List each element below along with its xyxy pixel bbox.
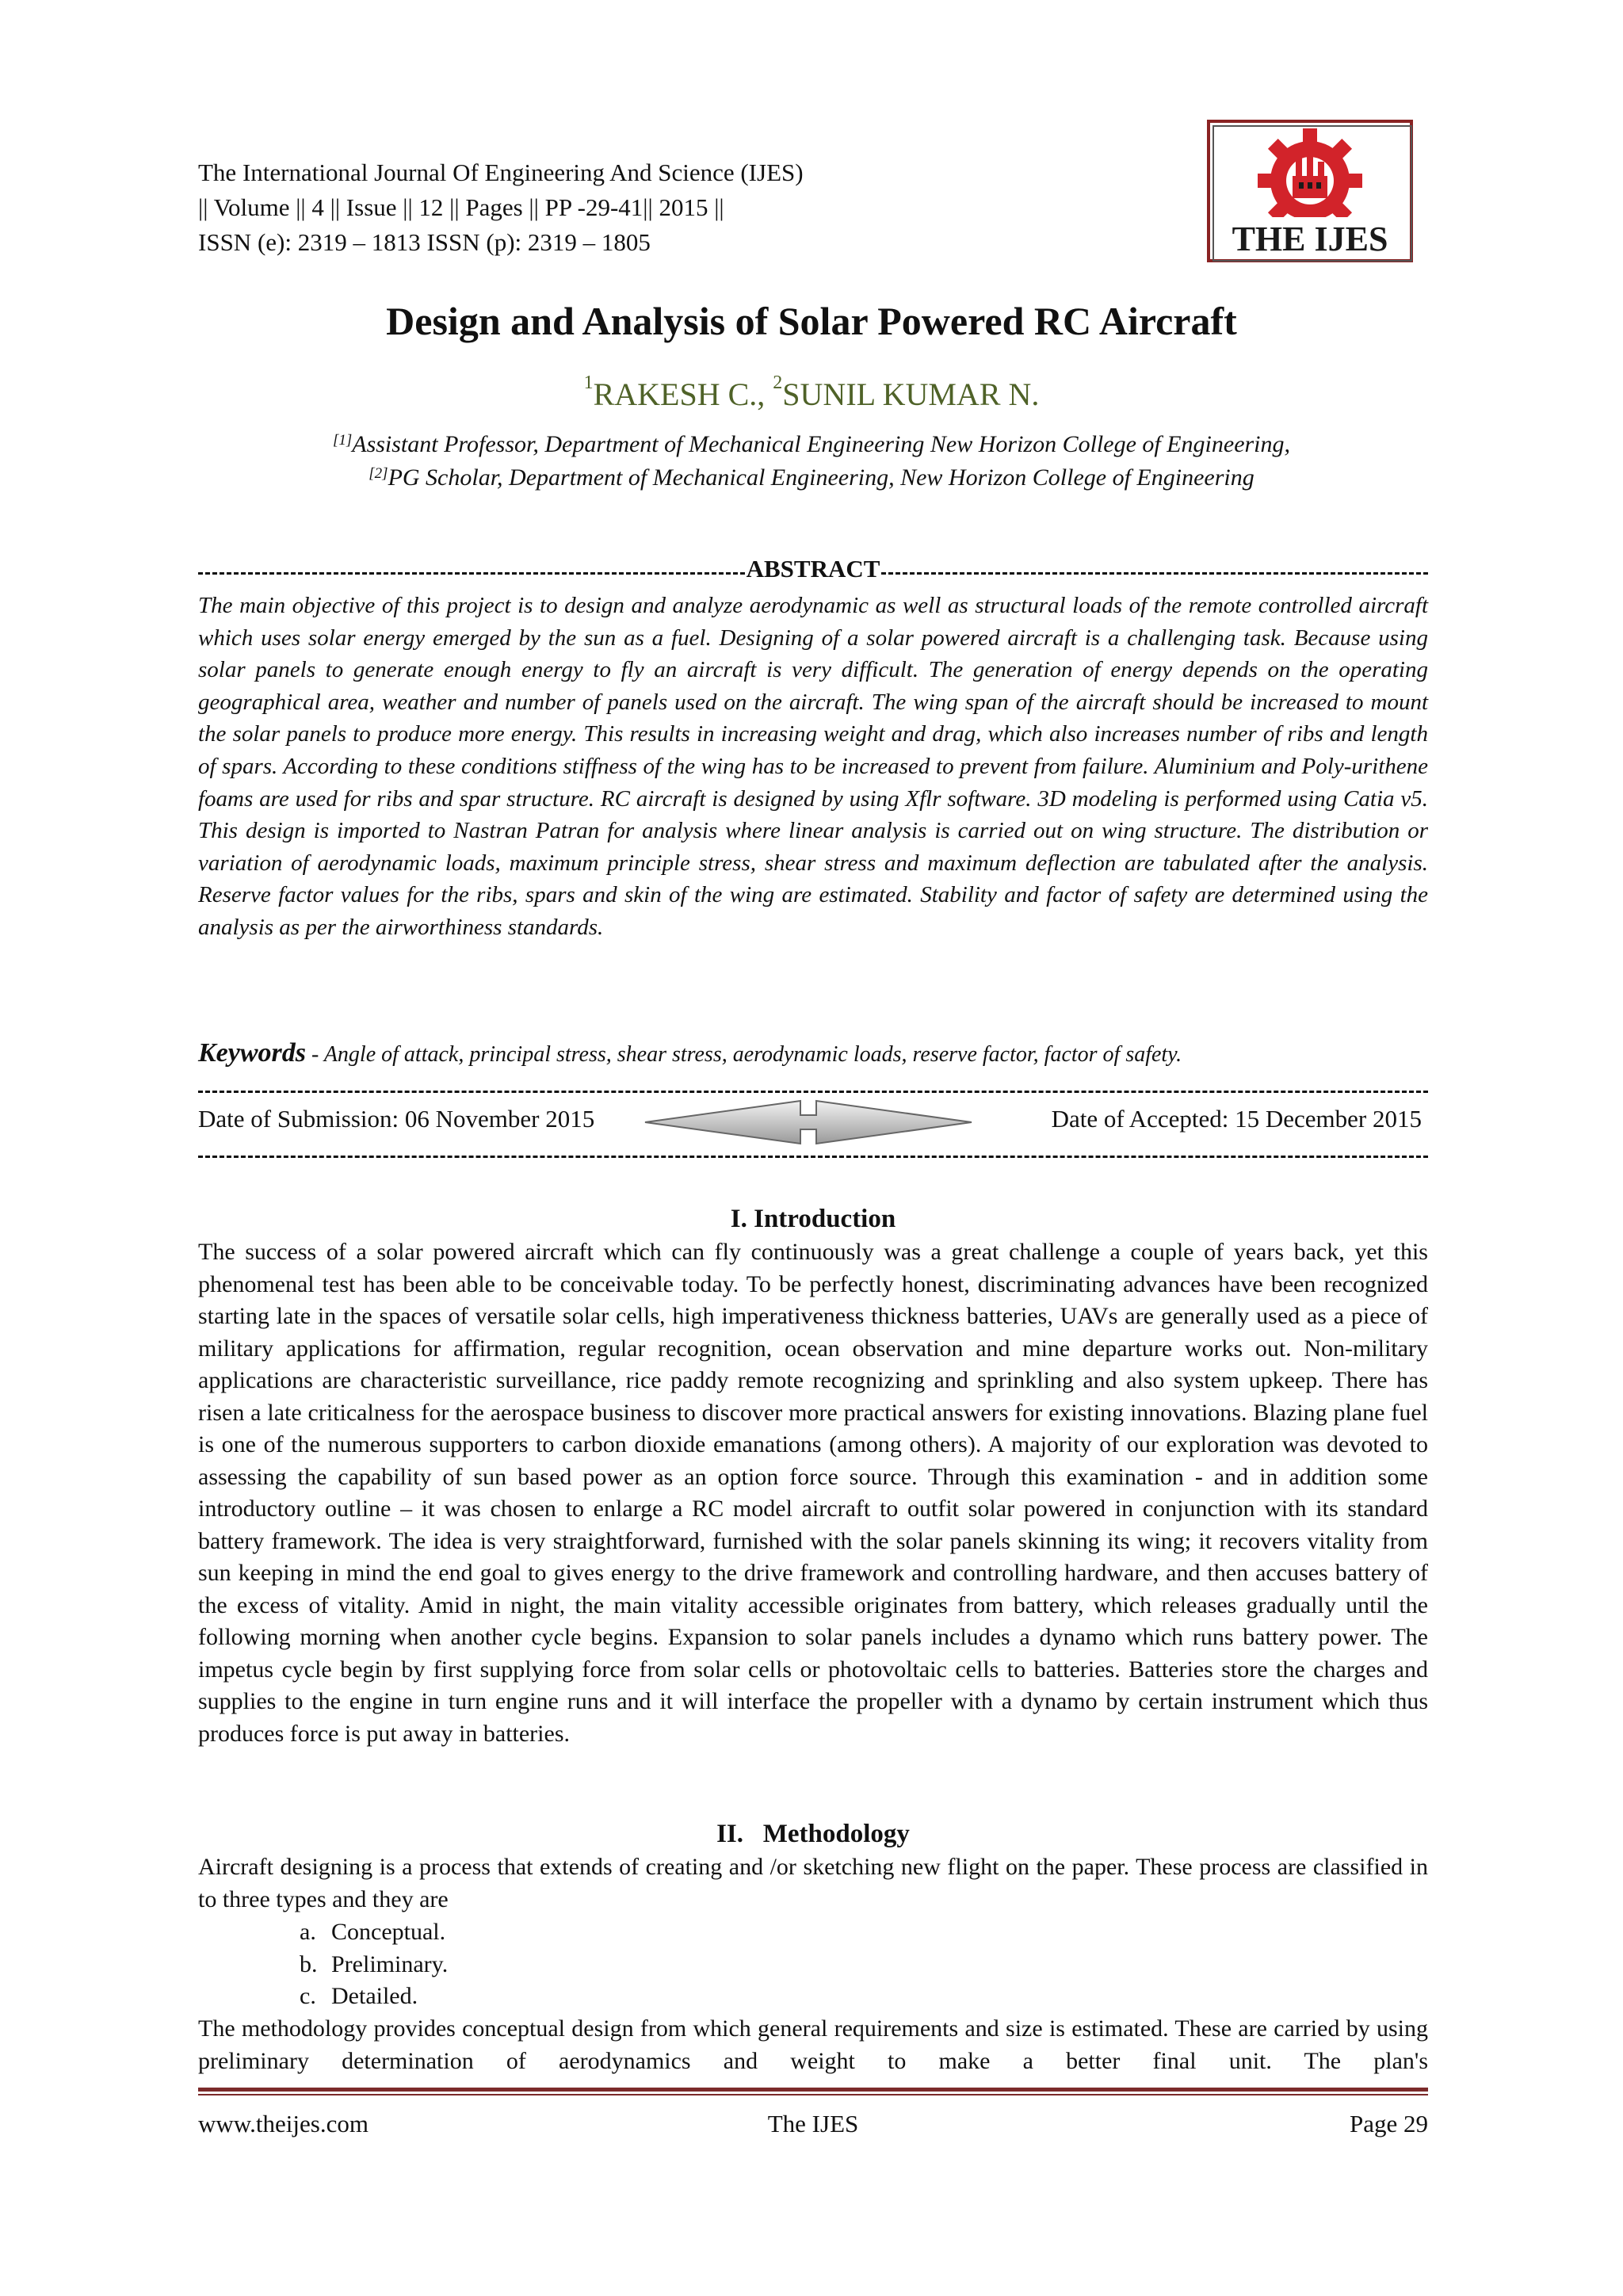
affiliation-2-text: PG Scholar, Department of Mechanical Engineering, New Horizon College of Engineering xyxy=(388,464,1254,491)
list-item xyxy=(300,1916,448,1949)
footer-page-number: Page 29 xyxy=(1349,2110,1428,2137)
affiliations xyxy=(0,428,1623,495)
journal-name: The International Journal Of Engineering And Science (IJES) xyxy=(198,159,804,186)
author2-number: 2 xyxy=(773,372,783,393)
keywords-text: - Angle of attack, principal stress, shear stress, aerodynamic loads, reserve factor, factor of safety. xyxy=(306,1042,1182,1067)
ijes-logo-icon xyxy=(1206,119,1414,263)
journal-info xyxy=(198,155,804,260)
dashed-divider xyxy=(198,1091,1428,1093)
paper-title: Design and Analysis of Solar Powered RC Aircraft xyxy=(386,299,1237,343)
list-item xyxy=(300,1981,448,2013)
footer-journal: The IJES xyxy=(767,2110,859,2137)
section-heading-introduction: I. Introduction xyxy=(730,1205,896,1233)
dashed-divider xyxy=(198,572,745,575)
footer-rule xyxy=(198,2094,1428,2095)
affiliation-2-number: [2] xyxy=(369,465,388,482)
list-marker: b. xyxy=(300,1950,318,1977)
introduction-paragraph: The success of a solar powered aircraft which can fly continuously was a great challenge a couple of years back, yet this phenomenal test has been able to be conceivable today. To be perfectly honest, discriminating advances have been recognized starting late in the spaces of versatile solar cells, high imperativeness thickness batteries, UAVs are generally used as a piece of military applications for affirmation, regular recognition, ocean observation and mine departure works out. Non-military applications are characteristic surveillance, rice paddy remote recognizing and sprinkling and also system upkeep. There has risen a late criticalness for the aerospace business to discover more practical answers for existing innovations. Blazing plane fuel is one of the numerous supporters to carbon dioxide emanations (among others). A majority of our exploration was devoted to assessing the capability of sun based power as an option force source. Through this examination - and in addition some introductory outline – it was chosen to enlarge a RC model aircraft to outfit solar powered in conjunction with its standard battery framework. The idea is very straightforward, furnished with the solar panels skinning its wing; it recovers vitality from sun keeping in mind the end goal to gives energy to the drive framework and controlling hardware, and then accuses battery of the excess of vitality. Amid in night, the main vitality accessible originates from battery, which releases gradually until the following morning when another cycle begins. Expansion to solar panels includes a dynamo which runs battery power. The impetus cycle begin by first supplying force from solar cells or photovoltaic cells to batteries. Batteries store the charges and supplies to the engine in turn engine runs and it will interface the propeller with a dynamo by certain instrument which thus produces force is put away in batteries. xyxy=(198,1239,1428,1747)
abstract-header xyxy=(198,555,1428,583)
abstract-text: The main objective of this project is to design and analyze aerodynamic as well as structural loads of the remote controlled aircraft which uses solar energy emerged by the sun as a fuel. Designing of a solar powered aircraft is a challenging task. Because using solar panels to generate enough energy to fly an aircraft is very difficult. The generation of energy depends on the operating geographical area, weather and number of panels used on the aircraft. The wing span of the aircraft should be increased to mount the solar panels to produce more energy. This results in increasing weight and drag, which also increases number of ribs and length of spars. According to these conditions stiffness of the wing has to be increased to prevent from failure. Aluminium and Poly-urithene foams are used for ribs and spar structure. RC aircraft is designed by using Xflr software. 3D modeling is performed using Catia v5. This design is imported to Nastran Patran for analysis where linear analysis is carried out on wing structure. The distribution or variation of aerodynamic loads, maximum principle stress, shear stress and maximum deflection are tabulated after the analysis. Reserve factor values for the ribs, spars and skin of the wing are estimated. Stability and factor of safety are determined using the analysis as per the airworthiness standards. xyxy=(198,593,1428,940)
double-arrow-icon xyxy=(642,1098,975,1147)
methodology-paragraph: Aircraft designing is a process that extends of creating and /or sketching new flight on the paper. These process are classified in to three types and they are xyxy=(198,1854,1428,1912)
design-types-list xyxy=(300,1916,448,2013)
list-marker: a. xyxy=(300,1919,316,1945)
accepted-date: Date of Accepted: 15 December 2015 xyxy=(1051,1105,1422,1133)
methodology-paragraph-2: The methodology provides conceptual design from which general requirements and size is estimated. These are carried by using preliminary determination of aerodynamics and weight to make a better final unit. The plan's xyxy=(198,2015,1428,2074)
dashed-divider xyxy=(198,1156,1428,1158)
dashed-divider xyxy=(881,572,1428,575)
list-item-text: Conceptual. xyxy=(331,1919,446,1945)
affiliation-1-number: [1] xyxy=(332,432,353,449)
journal-issn: ISSN (e): 2319 – 1813 ISSN (p): 2319 – 1805 xyxy=(198,228,651,256)
keywords-label: Keywords xyxy=(198,1038,306,1068)
abstract-label: ABSTRACT xyxy=(746,555,880,583)
affiliation-2 xyxy=(0,461,1623,495)
submission-date: Date of Submission: 06 November 2015 xyxy=(198,1105,595,1133)
author2-name: SUNIL KUMAR N. xyxy=(782,376,1040,412)
keywords xyxy=(198,1038,1434,1068)
list-item xyxy=(300,1949,448,1981)
author1-name: RAKESH C., xyxy=(593,376,773,412)
journal-volume: || Volume || 4 || Issue || 12 || Pages || PP -29-41|| 2015 || xyxy=(198,193,724,221)
footer-website: www.theijes.com xyxy=(198,2110,369,2137)
ijes-logo xyxy=(1206,119,1414,263)
author1-number: 1 xyxy=(583,372,594,393)
logo-text: THE IJES xyxy=(1232,220,1388,258)
list-item-text: Detailed. xyxy=(331,1983,418,2009)
footer-rule xyxy=(198,2088,1428,2092)
affiliation-1-text: Assistant Professor, Department of Mechanical Engineering New Horizon College of Engineering, xyxy=(352,431,1291,457)
affiliation-1 xyxy=(0,428,1623,461)
author-list xyxy=(0,372,1623,413)
list-item-text: Preliminary. xyxy=(331,1950,449,1977)
section-heading-methodology: II. Methodology xyxy=(716,1820,910,1848)
list-marker: c. xyxy=(300,1983,316,2009)
